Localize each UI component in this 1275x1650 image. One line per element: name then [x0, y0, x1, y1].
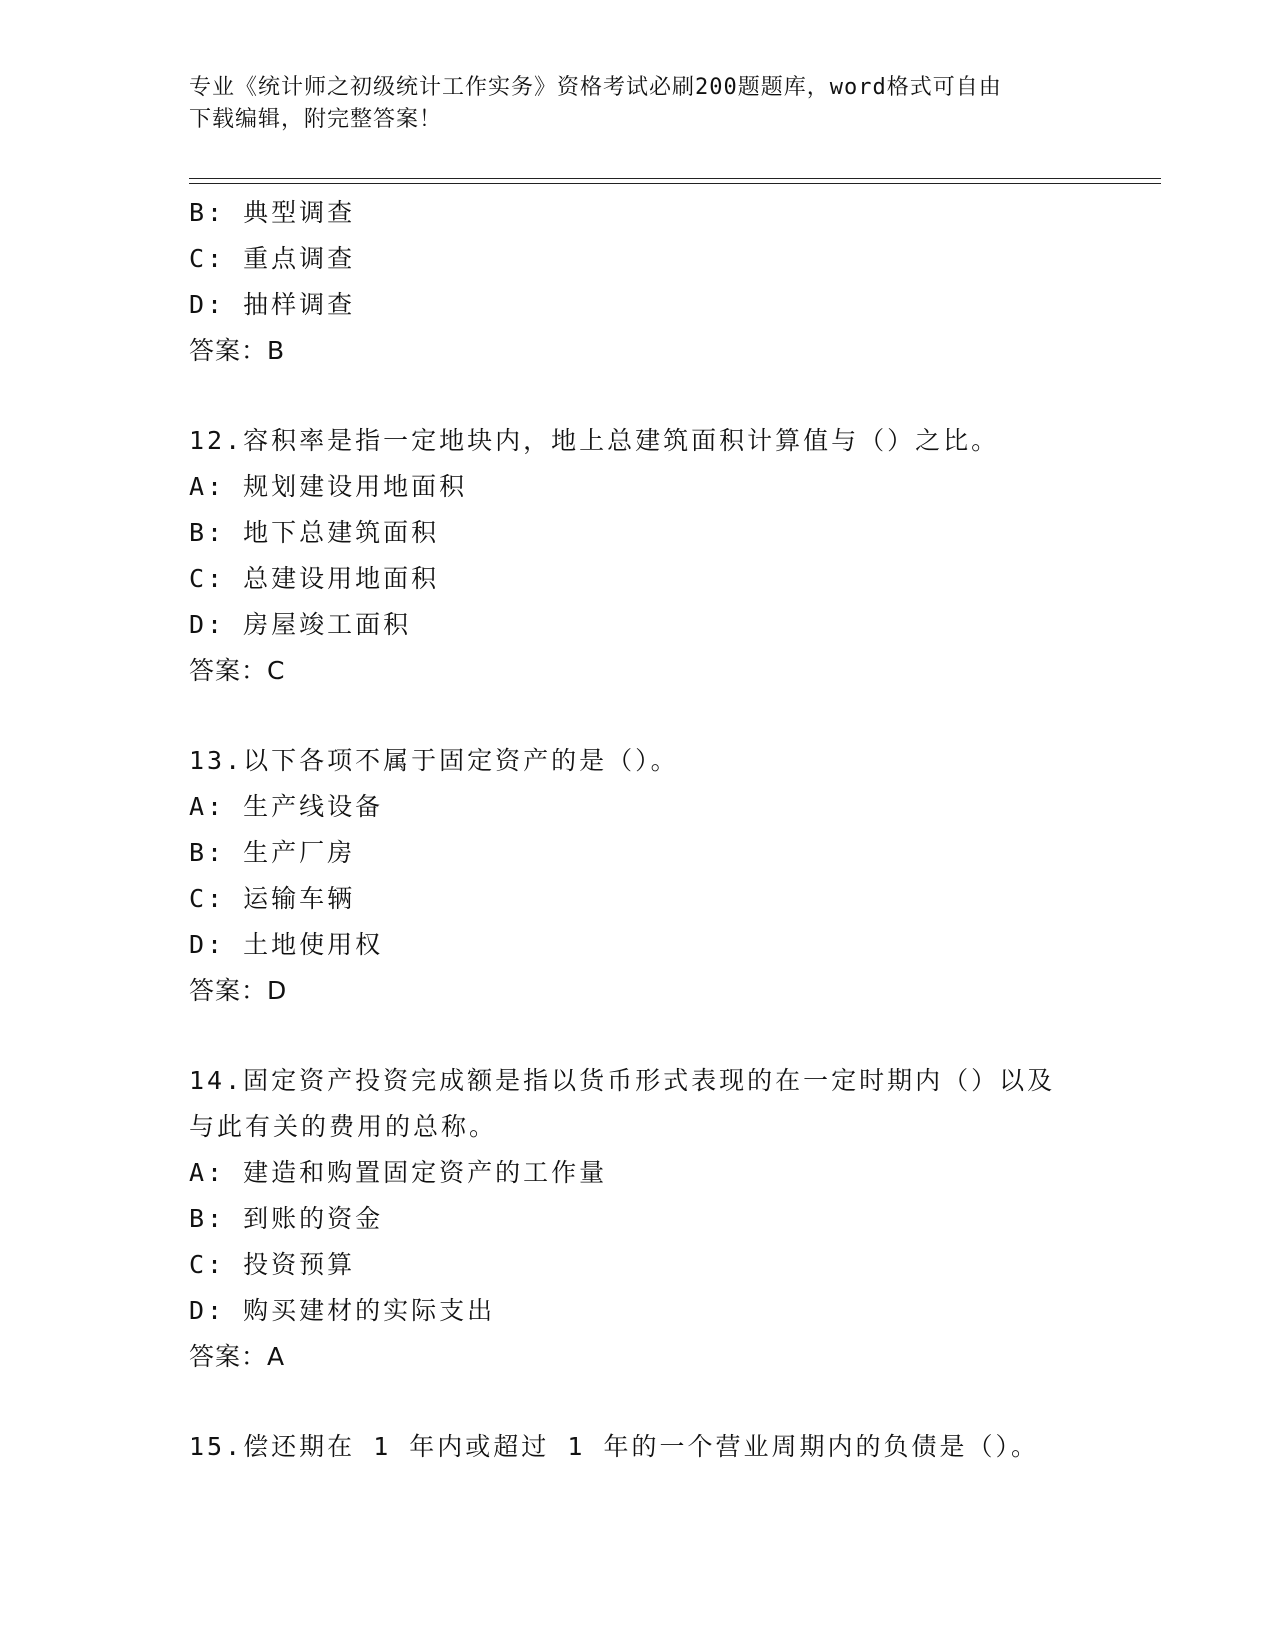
option-b: B: 典型调查 — [189, 198, 356, 227]
option-a: A: 规划建设用地面积 — [189, 472, 468, 501]
option-b: B: 生产厂房 — [189, 838, 356, 867]
option-c: C: 重点调查 — [189, 244, 356, 273]
question-list — [189, 190, 1089, 1470]
option-a: A: 生产线设备 — [189, 792, 384, 821]
question-stem: 13.以下各项不属于固定资产的是（）。 — [189, 746, 679, 775]
question-stem-line-2: 与此有关的费用的总称。 — [189, 1112, 498, 1141]
question-block-15 — [189, 1424, 1089, 1470]
question-stem: 15.偿还期在 1 年内或超过 1 年的一个营业周期内的负债是（）。 — [189, 1432, 1039, 1461]
question-stem: 12.容积率是指一定地块内，地上总建筑面积计算值与（）之比。 — [189, 426, 1000, 455]
answer-line: 答案：A — [189, 1342, 286, 1371]
option-c: C: 总建设用地面积 — [189, 564, 440, 593]
header-line-1: 专业《统计师之初级统计工作实务》资格考试必刷200题题库，word格式可自由 — [189, 75, 1002, 100]
header-divider-bottom — [189, 183, 1161, 184]
spacer — [189, 374, 1089, 418]
answer-line: 答案：B — [189, 336, 286, 365]
header-line-2: 下载编辑，附完整答案！ — [189, 107, 443, 132]
document-header — [189, 72, 1069, 136]
header-divider-top — [189, 178, 1161, 179]
option-c: C: 投资预算 — [189, 1250, 356, 1279]
answer-line: 答案：D — [189, 976, 288, 1005]
answer-line: 答案：C — [189, 656, 286, 685]
option-a: A: 建造和购置固定资产的工作量 — [189, 1158, 608, 1187]
spacer — [189, 694, 1089, 738]
option-d: D: 购买建材的实际支出 — [189, 1296, 496, 1325]
question-stem-line-1: 14.固定资产投资完成额是指以货币形式表现的在一定时期内（）以及 — [189, 1066, 1056, 1095]
option-d: D: 抽样调查 — [189, 290, 356, 319]
option-c: C: 运输车辆 — [189, 884, 356, 913]
spacer — [189, 1380, 1089, 1424]
question-block-13 — [189, 738, 1089, 1014]
option-b: B: 到账的资金 — [189, 1204, 384, 1233]
question-block-11 — [189, 190, 1089, 374]
question-block-14 — [189, 1058, 1089, 1380]
option-d: D: 土地使用权 — [189, 930, 384, 959]
option-b: B: 地下总建筑面积 — [189, 518, 440, 547]
spacer — [189, 1014, 1089, 1058]
question-block-12 — [189, 418, 1089, 694]
option-d: D: 房屋竣工面积 — [189, 610, 412, 639]
